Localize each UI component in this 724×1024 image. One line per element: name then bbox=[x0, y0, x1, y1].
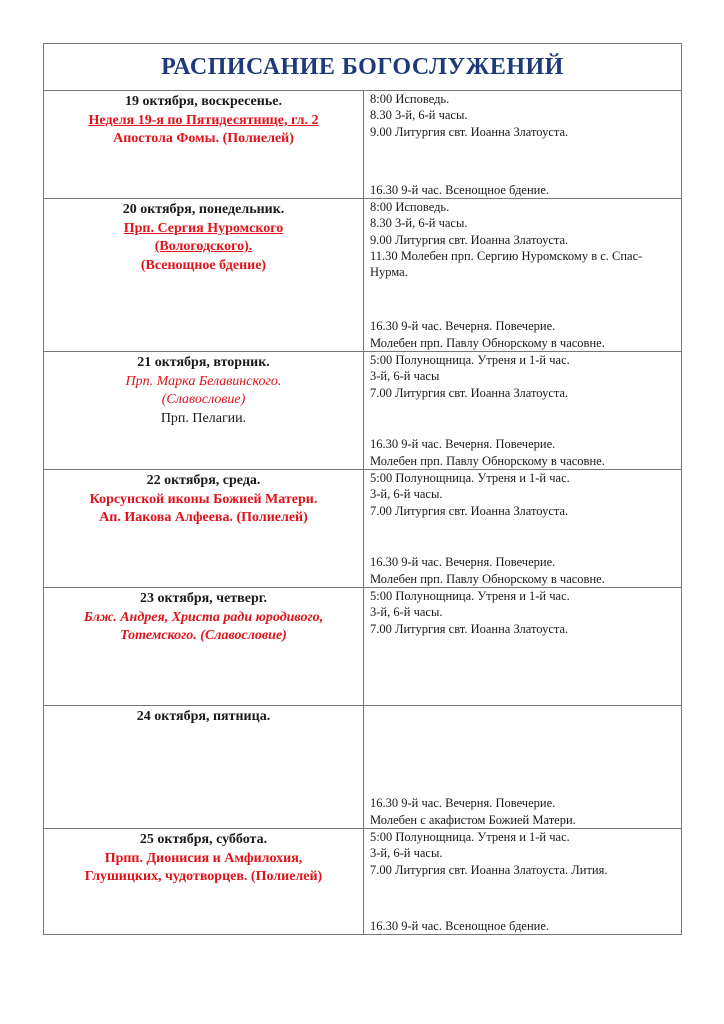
service-line: 9.00 Литургия свт. Иоанна Златоуста. bbox=[370, 124, 569, 139]
page-title: РАСПИСАНИЕ БОГОСЛУЖЕНИЙ bbox=[161, 53, 564, 80]
feast-line: Корсунской иконы Божией Матери. bbox=[89, 491, 318, 507]
service-line: 8.30 3-й, 6-й часы. bbox=[370, 108, 468, 123]
service-line: 5:00 Полунощница. Утреня и 1-й час. bbox=[370, 589, 570, 603]
day-date: 25 октября, суббота. bbox=[139, 832, 268, 847]
service-line: Молебен прп. Павлу Обнорскому в часовне. bbox=[370, 453, 605, 468]
morning-services bbox=[370, 588, 678, 637]
day-cell bbox=[44, 352, 364, 470]
feast-line: Неделя 19-я по Пятидесятнице, гл. 2 bbox=[88, 112, 319, 128]
day-date: 19 октября, воскресенье. bbox=[125, 94, 282, 109]
service-line: 16.30 9-й час. Всенощное бдение. bbox=[370, 918, 550, 933]
day-date: 23 октября, четверг. bbox=[139, 591, 268, 606]
service-line: 5:00 Полунощница. Утреня и 1-й час. bbox=[370, 830, 570, 844]
morning-services bbox=[370, 470, 678, 519]
day-cell bbox=[44, 588, 364, 706]
day-cell bbox=[44, 91, 364, 199]
service-line: 7.00 Литургия свт. Иоанна Златоуста. bbox=[370, 621, 569, 636]
service-line: 5:00 Полунощница. Утреня и 1-й час. bbox=[370, 353, 570, 367]
service-line: 8:00 Исповедь. bbox=[370, 92, 450, 106]
feast-line: Тотемского. (Славословие) bbox=[120, 628, 287, 643]
feast-line: Глушицких, чудотворцев. (Полиелей) bbox=[84, 869, 323, 884]
service-line: 3-й, 6-й часы. bbox=[370, 487, 443, 502]
evening-services bbox=[370, 182, 678, 198]
feast-line: Прпп. Дионисия и Амфилохия, bbox=[104, 850, 303, 866]
evening-services bbox=[370, 318, 678, 351]
service-line: 8.30 3-й, 6-й часы. bbox=[370, 216, 468, 231]
day-date: 22 октября, среда. bbox=[146, 473, 261, 488]
feast-line: Апостола Фомы. (Полиелей) bbox=[113, 131, 294, 146]
service-line: 3-й, 6-й часы bbox=[370, 369, 440, 384]
service-line: 16.30 9-й час. Вечерня. Повечерие. bbox=[370, 555, 556, 570]
morning-services bbox=[370, 829, 678, 878]
services-cell bbox=[364, 829, 682, 935]
service-line: 16.30 9-й час. Вечерня. Повечерие. bbox=[370, 319, 556, 334]
day-cell bbox=[44, 829, 364, 935]
feast-line: Прп. Сергия Нуромского bbox=[123, 220, 284, 236]
title-row bbox=[44, 44, 682, 91]
evening-services bbox=[370, 918, 678, 934]
evening-services bbox=[370, 795, 678, 828]
service-line: 3-й, 6-й часы. bbox=[370, 605, 443, 620]
day-cell bbox=[44, 706, 364, 829]
service-line: Молебен прп. Павлу Обнорскому в часовне. bbox=[370, 571, 605, 586]
day-date: 24 октября, пятница. bbox=[136, 709, 271, 724]
feast-line: (Вологодского). bbox=[154, 239, 253, 254]
services-cell bbox=[364, 352, 682, 470]
service-line: 11.30 Молебен прп. Сергию Нуромскому в с. Спас-Нурма. bbox=[370, 248, 643, 280]
day-date: 20 октября, понедельник. bbox=[122, 202, 285, 217]
service-line: 7.00 Литургия свт. Иоанна Златоуста. Лития. bbox=[370, 862, 608, 877]
feast-line: (Всенощное бдение) bbox=[140, 257, 267, 273]
service-line: 7.00 Литургия свт. Иоанна Златоуста. bbox=[370, 503, 569, 518]
day-row bbox=[44, 706, 682, 829]
day-date: 21 октября, вторник. bbox=[137, 355, 270, 370]
day-cell bbox=[44, 199, 364, 352]
evening-services bbox=[370, 554, 678, 587]
services-cell bbox=[364, 706, 682, 829]
service-line: 3-й, 6-й часы. bbox=[370, 846, 443, 861]
service-line: Молебен прп. Павлу Обнорскому в часовне. bbox=[370, 335, 605, 350]
morning-services bbox=[370, 91, 678, 140]
service-line: 16.30 9-й час. Всенощное бдение. bbox=[370, 182, 550, 197]
feast-line: Прп. Марка Белавинского. bbox=[125, 373, 282, 389]
service-line: 8:00 Исповедь. bbox=[370, 200, 450, 214]
service-line: 16.30 9-й час. Вечерня. Повечерие. bbox=[370, 437, 556, 452]
morning-services bbox=[370, 199, 678, 280]
feast-line: Блж. Андрея, Христа ради юродивого, bbox=[83, 609, 324, 625]
service-line: 7.00 Литургия свт. Иоанна Златоуста. bbox=[370, 385, 569, 400]
service-line: 9.00 Литургия свт. Иоанна Златоуста. bbox=[370, 232, 569, 247]
title-cell bbox=[44, 44, 682, 91]
services-cell bbox=[364, 470, 682, 588]
service-line: 5:00 Полунощница. Утреня и 1-й час. bbox=[370, 471, 570, 485]
day-row bbox=[44, 470, 682, 588]
day-row bbox=[44, 352, 682, 470]
day-row bbox=[44, 588, 682, 706]
feast-line: Ап. Иакова Алфеева. (Полиелей) bbox=[99, 510, 308, 525]
services-cell bbox=[364, 199, 682, 352]
service-line: 16.30 9-й час. Вечерня. Повечерие. bbox=[370, 796, 556, 811]
feast-line: (Славословие) bbox=[161, 392, 246, 407]
evening-services bbox=[370, 436, 678, 469]
services-cell bbox=[364, 91, 682, 199]
day-row bbox=[44, 91, 682, 199]
day-row bbox=[44, 829, 682, 935]
day-cell bbox=[44, 470, 364, 588]
morning-services bbox=[370, 352, 678, 401]
schedule-sheet bbox=[43, 43, 681, 935]
service-line: Молебен с акафистом Божией Матери. bbox=[370, 812, 576, 827]
services-cell bbox=[364, 588, 682, 706]
day-row bbox=[44, 199, 682, 352]
feast-line: Прп. Пелагии. bbox=[160, 410, 247, 426]
schedule-table bbox=[43, 43, 682, 935]
